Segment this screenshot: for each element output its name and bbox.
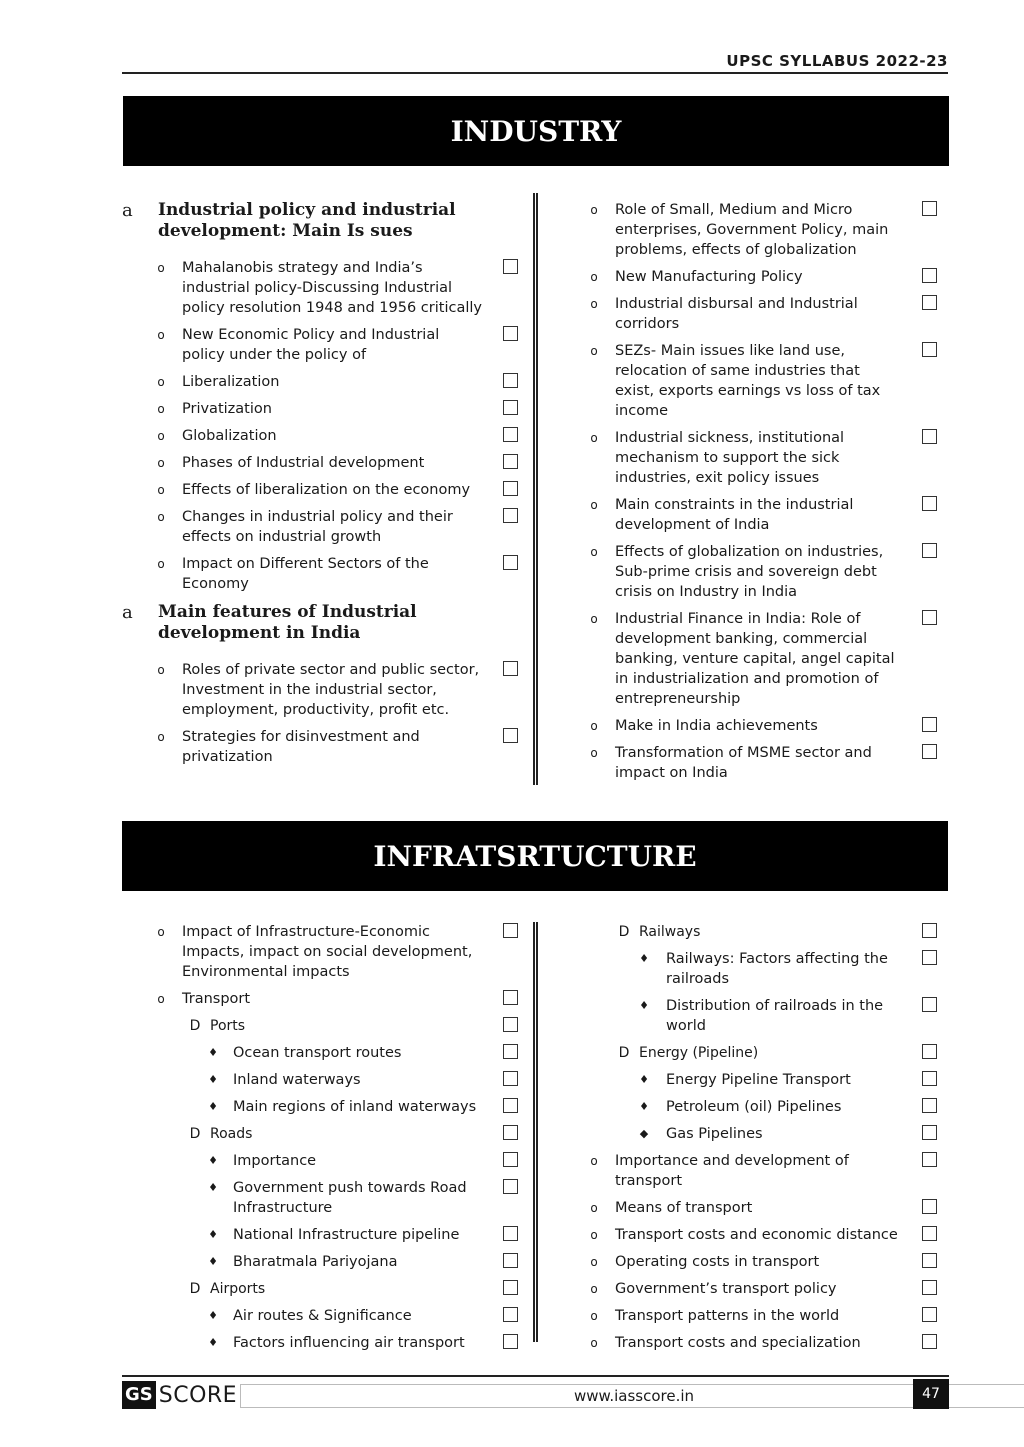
logo-gs: GS (122, 1381, 156, 1409)
item-bullet: ♦ (208, 1154, 218, 1167)
checkbox[interactable] (922, 610, 937, 625)
syllabus-item (122, 1124, 518, 1144)
item-text: Make in India achievements (615, 718, 818, 734)
syllabus-item (585, 542, 937, 602)
syllabus-item (585, 200, 937, 260)
item-text: Bharatmala Pariyojana (233, 1254, 398, 1270)
syllabus-item (585, 1151, 937, 1191)
industry-banner: INDUSTRY (123, 96, 949, 166)
syllabus-item (122, 660, 518, 720)
checkbox[interactable] (503, 1253, 518, 1268)
checkbox[interactable] (922, 342, 937, 357)
item-bullet: D (618, 1045, 630, 1061)
syllabus-item (122, 1252, 518, 1272)
item-bullet: o (590, 1228, 598, 1242)
item-bullet: o (157, 429, 165, 443)
header-title: UPSC SYLLABUS 2022-23 (726, 52, 948, 70)
item-text: Energy Pipeline Transport (666, 1072, 851, 1088)
syllabus-item (585, 996, 937, 1036)
checkbox[interactable] (922, 1253, 937, 1268)
syllabus-item (585, 267, 937, 287)
item-bullet: o (590, 1282, 598, 1296)
item-text: Role of Small, Medium and Micro enterprises, Government Policy, main problems, effects of globalization (615, 202, 889, 258)
syllabus-item (585, 294, 937, 334)
item-text: Main constraints in the industrial development of India (615, 497, 854, 533)
item-bullet: o (590, 297, 598, 311)
item-bullet: o (590, 270, 598, 284)
item-bullet: o (157, 663, 165, 677)
item-text: Globalization (182, 428, 277, 444)
syllabus-item (585, 341, 937, 421)
checkbox[interactable] (503, 326, 518, 341)
item-text: New Manufacturing Policy (615, 269, 803, 285)
checkbox[interactable] (503, 373, 518, 388)
item-bullet: D (618, 924, 630, 940)
item-text: Effects of liberalization on the economy (182, 482, 471, 498)
item-bullet: o (590, 612, 598, 626)
syllabus-item (122, 1279, 518, 1299)
item-text: Importance and development of transport (615, 1153, 849, 1189)
item-text: National Infrastructure pipeline (233, 1227, 460, 1243)
checkbox[interactable] (922, 1280, 937, 1295)
item-text: Transport patterns in the world (615, 1308, 840, 1324)
item-bullet: ♦ (208, 1309, 218, 1322)
syllabus-item (122, 480, 518, 500)
item-bullet: o (590, 203, 598, 217)
item-text: Roads (210, 1126, 253, 1142)
item-text: Industrial Finance in India: Role of development banking, commercial banking, venture capital, angel capital in industrialization and promotion of entrepreneurship (615, 611, 895, 707)
section-bullet: a (122, 602, 133, 623)
syllabus-item (122, 922, 518, 982)
checkbox[interactable] (922, 429, 937, 444)
checkbox[interactable] (922, 1125, 937, 1140)
footer-url: www.iasscore.in (240, 1384, 1024, 1408)
syllabus-item (585, 1198, 937, 1218)
syllabus-item (585, 1124, 937, 1144)
item-bullet: o (590, 1255, 598, 1269)
item-bullet: o (590, 1336, 598, 1350)
section-heading (122, 200, 518, 242)
checkbox[interactable] (503, 1071, 518, 1086)
syllabus-item (122, 1306, 518, 1326)
item-text: Main regions of inland waterways (233, 1099, 477, 1115)
checkbox[interactable] (922, 744, 937, 759)
checkbox[interactable] (503, 259, 518, 274)
item-text: Government push towards Road Infrastructure (233, 1180, 467, 1216)
syllabus-item (585, 1306, 937, 1326)
item-text: Means of transport (615, 1200, 753, 1216)
item-bullet: o (157, 557, 165, 571)
syllabus-item (585, 716, 937, 736)
syllabus-item (122, 258, 518, 318)
checkbox[interactable] (922, 1334, 937, 1349)
checkbox[interactable] (503, 1334, 518, 1349)
checkbox[interactable] (503, 1280, 518, 1295)
item-text: Transport costs and specialization (615, 1335, 861, 1351)
item-text: Privatization (182, 401, 272, 417)
checkbox[interactable] (503, 661, 518, 676)
page-number: 47 (913, 1379, 949, 1409)
item-text: Importance (233, 1153, 317, 1169)
item-bullet: o (590, 746, 598, 760)
checkbox[interactable] (503, 508, 518, 523)
syllabus-item (122, 1151, 518, 1171)
checkbox[interactable] (922, 923, 937, 938)
syllabus-item (585, 1333, 937, 1353)
item-bullet: ♦ (639, 999, 649, 1012)
column-divider (533, 922, 538, 1342)
syllabus-item (122, 372, 518, 392)
checkbox[interactable] (503, 728, 518, 743)
checkbox[interactable] (922, 1044, 937, 1059)
page-footer (122, 1375, 949, 1409)
item-text: Ocean transport routes (233, 1045, 402, 1061)
syllabus-item (585, 1225, 937, 1245)
item-bullet: D (189, 1018, 201, 1034)
item-text: Industrial disbursal and Industrial corridors (615, 296, 858, 332)
syllabus-item (585, 1279, 937, 1299)
item-text: Air routes & Significance (233, 1308, 412, 1324)
item-text: Operating costs in transport (615, 1254, 820, 1270)
checkbox[interactable] (503, 400, 518, 415)
logo-score: SCORE (158, 1382, 238, 1408)
item-text: Transport (182, 991, 251, 1007)
item-text: Ports (210, 1018, 246, 1034)
checkbox[interactable] (503, 1125, 518, 1140)
item-bullet: o (590, 1309, 598, 1323)
checkbox[interactable] (503, 1179, 518, 1194)
item-bullet: ♦ (208, 1228, 218, 1241)
item-text: SEZs- Main issues like land use, relocation of same industries that exist, exports earnings vs loss of tax income (615, 343, 881, 419)
syllabus-item (122, 989, 518, 1009)
item-bullet: o (157, 375, 165, 389)
item-bullet: o (157, 456, 165, 470)
section-title: Industrial policy and industrial development: Main Is sues (158, 200, 456, 241)
syllabus-item (122, 325, 518, 365)
item-text: Energy (Pipeline) (639, 1045, 759, 1061)
syllabus-item (585, 949, 937, 989)
checkbox[interactable] (922, 1098, 937, 1113)
item-bullet: o (590, 1154, 598, 1168)
column-divider (533, 193, 538, 785)
checkbox[interactable] (922, 1071, 937, 1086)
item-text: Impact on Different Sectors of the Economy (182, 556, 429, 592)
checkbox[interactable] (922, 543, 937, 558)
item-bullet: o (157, 510, 165, 524)
syllabus-item (585, 743, 937, 783)
syllabus-item (122, 507, 518, 547)
infrastructure-banner: INFRATSRTUCTURE (122, 821, 948, 891)
syllabus-item (585, 495, 937, 535)
checkbox[interactable] (503, 427, 518, 442)
item-bullet: ♦ (208, 1336, 218, 1349)
industry-left-column (122, 200, 518, 774)
item-text: Factors influencing air transport (233, 1335, 465, 1351)
item-text: Gas Pipelines (666, 1126, 763, 1142)
item-bullet: ♦ (208, 1100, 218, 1113)
item-bullet: ♦ (639, 952, 649, 965)
item-bullet: ♦ (208, 1046, 218, 1059)
item-text: Railways (639, 924, 701, 940)
item-text: Industrial sickness, institutional mechanism to support the sick industries, exit policy issues (615, 430, 845, 486)
syllabus-item (585, 428, 937, 488)
syllabus-item (122, 1178, 518, 1218)
item-text: Effects of globalization on industries, Sub-prime crisis and sovereign debt crisis on Industry in India (615, 544, 884, 600)
gs-score-logo (122, 1381, 237, 1409)
item-bullet: ♦ (208, 1073, 218, 1086)
item-text: Roles of private sector and public sector, Investment in the industrial sector, employment, productivity, profit etc. (182, 662, 480, 718)
infrastructure-left-column (122, 922, 518, 1360)
item-bullet: o (157, 402, 165, 416)
item-bullet: o (157, 328, 165, 342)
checkbox[interactable] (503, 481, 518, 496)
item-bullet: o (157, 992, 165, 1006)
section-title: Main features of Industrial development in India (158, 602, 417, 643)
item-text: Petroleum (oil) Pipelines (666, 1099, 842, 1115)
syllabus-item (122, 1016, 518, 1036)
syllabus-item (122, 399, 518, 419)
checkbox[interactable] (503, 1098, 518, 1113)
checkbox[interactable] (503, 555, 518, 570)
syllabus-item (585, 1252, 937, 1272)
item-text: Inland waterways (233, 1072, 361, 1088)
item-bullet: o (590, 431, 598, 445)
checkbox[interactable] (922, 268, 937, 283)
checkbox[interactable] (922, 1199, 937, 1214)
checkbox[interactable] (503, 1307, 518, 1322)
syllabus-item (122, 1070, 518, 1090)
syllabus-item (122, 1333, 518, 1353)
checkbox[interactable] (503, 990, 518, 1005)
item-text: Transformation of MSME sector and impact on India (615, 745, 872, 781)
item-text: Changes in industrial policy and their effects on industrial growth (182, 509, 453, 545)
checkbox[interactable] (503, 1017, 518, 1032)
item-text: Railways: Factors affecting the railroads (666, 951, 888, 987)
item-bullet: D (189, 1126, 201, 1142)
syllabus-item (585, 922, 937, 942)
item-bullet: ♦ (208, 1255, 218, 1268)
item-bullet: o (590, 545, 598, 559)
checkbox[interactable] (922, 496, 937, 511)
checkbox[interactable] (922, 1307, 937, 1322)
industry-right-column (585, 200, 937, 790)
checkbox[interactable] (922, 997, 937, 1012)
item-text: Government’s transport policy (615, 1281, 837, 1297)
checkbox[interactable] (503, 1152, 518, 1167)
infrastructure-right-column (585, 922, 937, 1360)
item-bullet: o (590, 1201, 598, 1215)
item-bullet: o (590, 344, 598, 358)
item-bullet: ♦ (208, 1181, 218, 1194)
checkbox[interactable] (922, 717, 937, 732)
checkbox[interactable] (503, 923, 518, 938)
item-bullet: o (157, 730, 165, 744)
section-bullet: a (122, 200, 133, 221)
item-text: New Economic Policy and Industrial policy under the policy of (182, 327, 440, 363)
checkbox[interactable] (922, 1226, 937, 1241)
syllabus-item (122, 727, 518, 767)
item-bullet: o (157, 261, 165, 275)
checkbox[interactable] (922, 295, 937, 310)
checkbox[interactable] (503, 454, 518, 469)
syllabus-item (122, 554, 518, 594)
item-bullet: o (157, 925, 165, 939)
section-heading (122, 602, 518, 644)
item-text: Liberalization (182, 374, 280, 390)
item-bullet: ♦ (639, 1073, 649, 1086)
item-text: Distribution of railroads in the world (666, 998, 884, 1034)
item-text: Impact of Infrastructure-Economic Impacts, impact on social development, Environmental impacts (182, 924, 473, 980)
item-bullet: ♦ (639, 1100, 649, 1113)
syllabus-item (122, 426, 518, 446)
checkbox[interactable] (922, 201, 937, 216)
syllabus-item (122, 1097, 518, 1117)
item-bullet: o (590, 498, 598, 512)
item-bullet: o (590, 719, 598, 733)
syllabus-item (585, 609, 937, 709)
checkbox[interactable] (503, 1226, 518, 1241)
checkbox[interactable] (503, 1044, 518, 1059)
syllabus-item (122, 453, 518, 473)
checkbox[interactable] (922, 950, 937, 965)
item-text: Strategies for disinvestment and privatization (182, 729, 420, 765)
item-bullet: ◆ (639, 1127, 649, 1140)
page-header (122, 52, 948, 74)
item-bullet: o (157, 483, 165, 497)
syllabus-item (122, 1225, 518, 1245)
syllabus-item (585, 1043, 937, 1063)
syllabus-item (122, 1043, 518, 1063)
item-text: Mahalanobis strategy and India’s industrial policy-Discussing Industrial policy resolution 1948 and 1956 critically (182, 260, 482, 316)
item-bullet: D (189, 1281, 201, 1297)
item-text: Transport costs and economic distance (615, 1227, 898, 1243)
syllabus-item (585, 1097, 937, 1117)
item-text: Airports (210, 1281, 266, 1297)
checkbox[interactable] (922, 1152, 937, 1167)
syllabus-item (585, 1070, 937, 1090)
item-text: Phases of Industrial development (182, 455, 425, 471)
